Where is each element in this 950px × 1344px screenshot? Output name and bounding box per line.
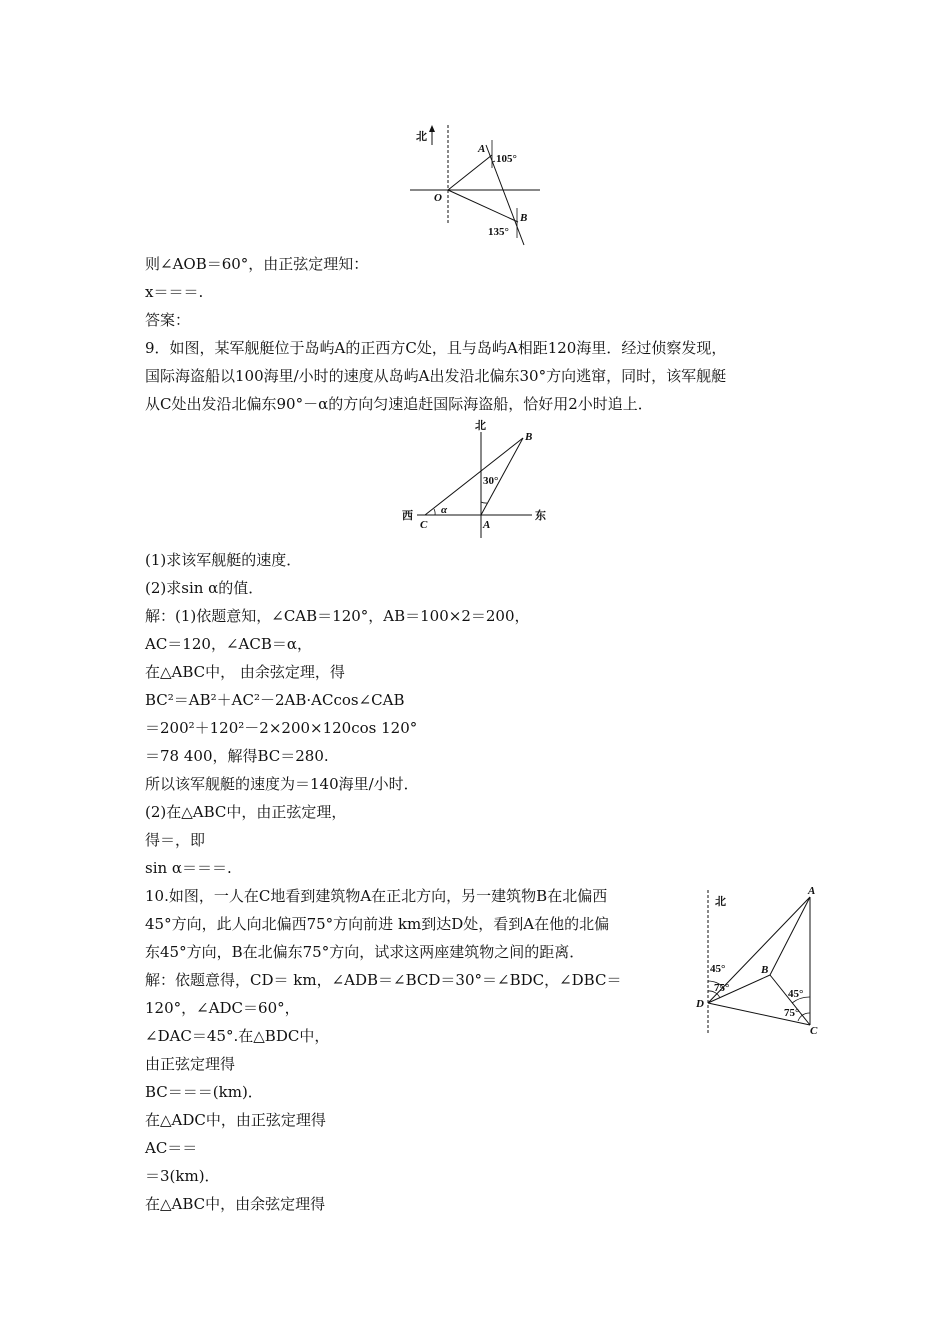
angle-45-d: 45° [710, 963, 726, 975]
north-label: 北 [715, 895, 726, 908]
label-c: C [810, 1025, 818, 1037]
segment-oa [448, 155, 492, 190]
label-c: C [420, 519, 428, 531]
angle-75-c: 75° [784, 1007, 800, 1019]
text-line-23: 120°，∠ADC＝60°， [145, 999, 300, 1017]
text-line-6: 从C处出发沿北偏东90°－α的方向匀速追赶国际海盗船，恰好用2小时追上． [145, 395, 653, 413]
east-label: 东 [535, 509, 546, 522]
figure-3-diagram [693, 885, 838, 1040]
text-line-27: 在△ADC中，由正弦定理得 [145, 1111, 326, 1129]
text-line-11: 在△ABC中， 由余弦定理，得 [145, 663, 345, 681]
text-line-3: 答案： [145, 311, 191, 329]
thirty-arc [481, 502, 487, 503]
text-line-7: (1)求该军舰艇的速度． [145, 551, 302, 569]
label-b: B [520, 212, 528, 224]
label-a: A [483, 519, 491, 531]
text-line-15: 所以该军舰艇的速度为＝140海里/小时． [145, 775, 419, 793]
north-label: 北 [416, 130, 427, 143]
north-arrow-head [429, 125, 435, 132]
text-line-24: ∠DAC＝45°.在△BDC中， [145, 1027, 330, 1045]
text-line-12: BC²＝AB²＋AC²－2AB·ACcos∠CAB [145, 691, 405, 709]
text-line-29: ＝3(km)． [145, 1167, 220, 1185]
west-label: 西 [402, 509, 413, 522]
angle-105: 105° [496, 153, 517, 165]
figure-1-diagram [400, 120, 550, 250]
text-line-28: AC＝＝ [145, 1139, 198, 1157]
angle-75-d: 75° [714, 982, 730, 994]
text-line-17: 得＝，即 [145, 831, 206, 849]
text-line-21: 东45°方向，B在北偏东75°方向，试求这两座建筑物之间的距离． [145, 943, 585, 961]
angle-45-c: 45° [788, 988, 804, 1000]
text-line-4: 9．如图，某军舰艇位于岛屿A的正西方C处，且与岛屿A相距120海里．经过侦察发现， [145, 339, 727, 357]
text-line-13: ＝200²＋120²－2×200×120cos 120° [145, 719, 418, 737]
text-line-5: 国际海盗船以100海里/小时的速度从岛屿A出发沿北偏东30°方向逃窜，同时，该军舰艇 [145, 367, 727, 385]
text-line-9: 解：(1)依题意知，∠CAB＝120°，AB＝100×2＝200， [145, 607, 530, 625]
text-line-19: 10.如图，一人在C地看到建筑物A在正北方向，另一建筑物B在北偏西 [145, 887, 608, 905]
text-line-18: sin α＝＝＝. [145, 859, 232, 877]
text-line-22: 解：依题意得，CD＝ km，∠ADB＝∠BCD＝30°＝∠BDC，∠DBC＝ [145, 971, 622, 989]
north-label: 北 [475, 419, 486, 432]
alpha-arc [434, 509, 435, 515]
text-line-1: 则∠AOB＝60°，由正弦定理知： [145, 255, 369, 273]
segment-ab [770, 897, 810, 975]
angle-135: 135° [488, 226, 509, 238]
segment-cb [425, 438, 523, 515]
label-a: A [478, 143, 486, 155]
label-30: 30° [483, 475, 499, 487]
label-alpha: α [441, 504, 448, 516]
label-b: B [525, 431, 533, 443]
figure-2-diagram [395, 418, 555, 546]
label-a: A [808, 885, 816, 897]
text-line-30: 在△ABC中，由余弦定理得 [145, 1195, 326, 1213]
text-line-2: x＝＝＝. [145, 283, 204, 301]
text-line-25: 由正弦定理得 [145, 1055, 236, 1073]
text-line-10: AC＝120，∠ACB＝α， [145, 635, 312, 653]
text-line-16: (2)在△ABC中，由正弦定理， [145, 803, 347, 821]
label-o: O [434, 192, 442, 204]
label-d: D [696, 998, 704, 1010]
text-line-20: 45°方向，此人向北偏西75°方向前进 km到达D处，看到A在他的北偏 [145, 915, 610, 933]
segment-ob [448, 190, 518, 222]
text-line-8: (2)求sin α的值． [145, 579, 264, 597]
text-line-26: BC＝＝＝(km)． [145, 1083, 263, 1101]
label-b: B [761, 964, 769, 976]
text-line-14: ＝78 400，解得BC＝280. [145, 747, 329, 765]
